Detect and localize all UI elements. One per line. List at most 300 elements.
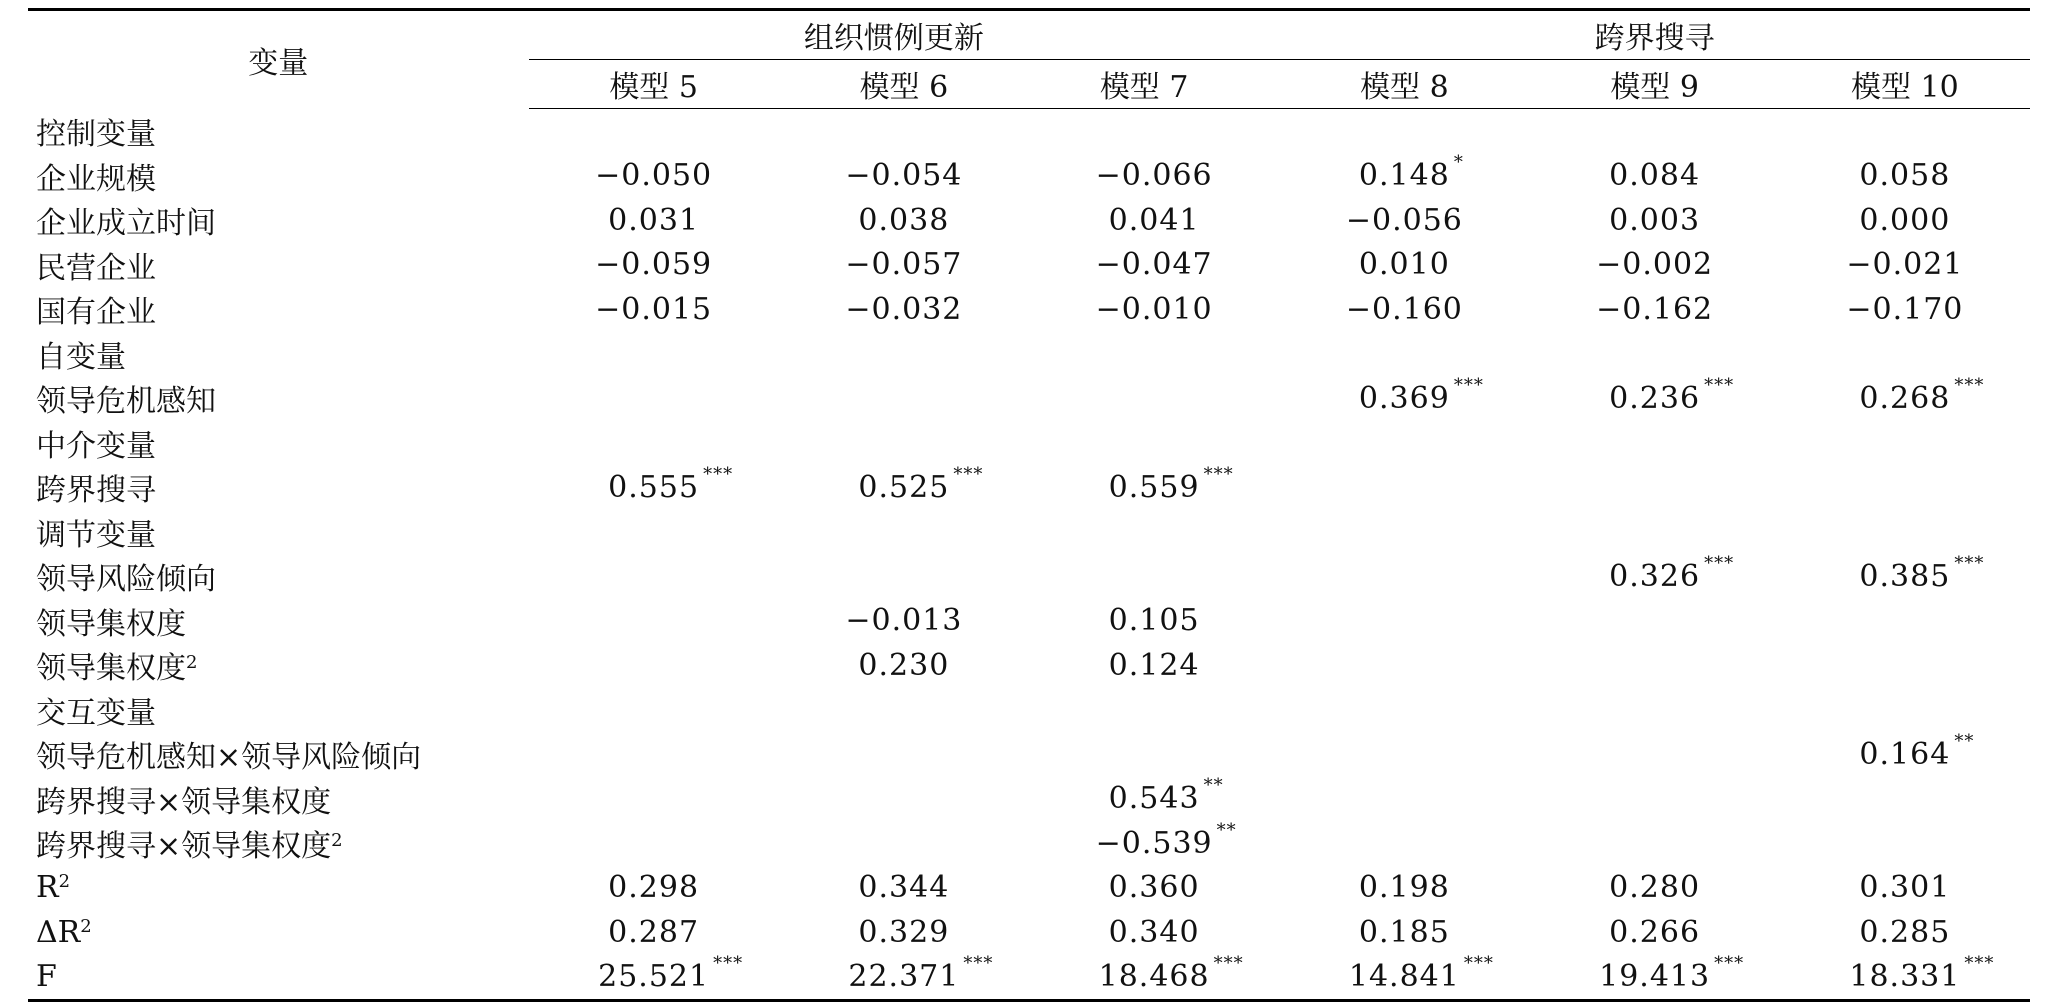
value-cell	[1279, 243, 1529, 288]
value-cell	[1780, 599, 2030, 644]
coefficient-value: 0.164	[1859, 736, 1951, 772]
value-cell	[779, 287, 1029, 332]
coefficient-value: −0.047	[1095, 247, 1213, 283]
coefficient-value: 0.031	[608, 202, 700, 238]
coefficient	[1849, 953, 1995, 995]
coefficient	[1609, 552, 1735, 594]
coefficient	[1609, 203, 1700, 238]
coefficient	[1609, 374, 1735, 416]
table-row	[28, 243, 2030, 288]
table-row	[28, 866, 2030, 911]
coefficient	[608, 915, 699, 950]
coefficient-value: 0.058	[1859, 158, 1951, 194]
significance-stars: **	[1203, 775, 1224, 797]
table-row	[28, 910, 2030, 955]
coefficient	[1109, 915, 1200, 950]
value-cell	[529, 554, 779, 599]
value-cell	[529, 287, 779, 332]
value-cell	[779, 866, 1029, 911]
coefficient-value: 0.105	[1108, 603, 1200, 639]
value-cell	[1279, 777, 1529, 822]
value-cell	[1279, 287, 1529, 332]
row-label	[28, 243, 529, 288]
coefficient-value: 0.340	[1108, 914, 1200, 950]
value-cell	[1780, 554, 2030, 599]
value-cell	[1780, 287, 2030, 332]
model-header: 模型 8	[1279, 60, 1529, 109]
coefficient	[1108, 463, 1234, 505]
coefficient	[1859, 203, 1950, 238]
coefficient	[1096, 158, 1213, 193]
value-cell	[779, 732, 1029, 777]
row-label-text: 交互变量	[36, 695, 156, 731]
group-header-row	[28, 11, 2030, 60]
row-label	[28, 287, 529, 332]
value-cell	[529, 465, 779, 510]
row-label-text: 国有企业	[36, 295, 156, 331]
coefficient-value: 18.468	[1098, 959, 1210, 995]
superscript: 2	[186, 652, 198, 674]
coefficient	[598, 953, 744, 995]
value-cell	[779, 154, 1029, 199]
coefficient	[1096, 292, 1213, 327]
value-cell	[529, 643, 779, 688]
value-cell	[1530, 599, 1780, 644]
significance-stars: ***	[963, 953, 994, 975]
value-cell	[1279, 910, 1529, 955]
significance-stars: ***	[1704, 552, 1735, 574]
significance-stars: ***	[1203, 463, 1234, 485]
value-cell	[1780, 510, 2030, 555]
row-label	[28, 376, 529, 421]
bottom-rule	[28, 999, 2030, 1001]
coefficient-value: 0.236	[1609, 380, 1701, 416]
coefficient	[1859, 158, 1950, 193]
model-header: 模型 10	[1780, 60, 2030, 109]
significance-stars: ***	[1954, 552, 1985, 574]
row-label	[28, 510, 529, 555]
coefficient	[1098, 953, 1244, 995]
row-label-text: 跨界搜寻×领导集权度	[36, 784, 332, 820]
value-cell	[1530, 376, 1780, 421]
value-cell	[779, 198, 1029, 243]
coefficient-value: 0.555	[608, 469, 700, 505]
value-cell	[529, 198, 779, 243]
row-label-text: 领导风险倾向	[36, 562, 216, 598]
value-cell	[1530, 777, 1780, 822]
table-row	[28, 109, 2030, 154]
value-cell	[529, 243, 779, 288]
coefficient-value: −0.056	[1345, 202, 1463, 238]
coefficient-value: −0.160	[1345, 291, 1463, 327]
coefficient-value: 19.413	[1599, 959, 1711, 995]
value-cell	[779, 332, 1029, 377]
value-cell	[1780, 955, 2030, 1000]
significance-stars: ***	[1714, 953, 1745, 975]
value-cell	[779, 777, 1029, 822]
coefficient	[858, 463, 984, 505]
coefficient	[608, 203, 699, 238]
value-cell	[1279, 643, 1529, 688]
value-cell	[1029, 554, 1279, 599]
coefficient	[848, 953, 994, 995]
row-label-text: R	[36, 870, 59, 906]
coefficient-value: 0.525	[858, 469, 950, 505]
value-cell	[779, 465, 1029, 510]
superscript: 2	[331, 830, 343, 852]
value-cell	[779, 643, 1029, 688]
coefficient	[858, 648, 949, 683]
value-cell	[1530, 955, 1780, 1000]
coefficient	[1109, 648, 1200, 683]
value-cell	[1530, 465, 1780, 510]
value-cell	[529, 109, 779, 154]
coefficient	[1596, 247, 1713, 282]
model-header: 模型 6	[779, 60, 1029, 109]
value-cell	[1279, 376, 1529, 421]
value-cell	[1530, 910, 1780, 955]
coefficient	[1346, 203, 1463, 238]
value-cell	[1029, 732, 1279, 777]
coefficient-value: −0.059	[595, 247, 713, 283]
coefficient	[1859, 730, 1975, 772]
value-cell	[1530, 554, 1780, 599]
row-label	[28, 910, 529, 955]
coefficient-value: 0.038	[858, 202, 950, 238]
regression-table	[28, 8, 2030, 1002]
coefficient-value: −0.050	[595, 158, 713, 194]
coefficient	[1108, 775, 1224, 817]
value-cell	[529, 910, 779, 955]
coefficient-value: 0.287	[608, 914, 700, 950]
value-cell	[1029, 955, 1279, 1000]
value-cell	[1029, 287, 1279, 332]
significance-stars: ***	[703, 463, 734, 485]
coefficient-value: −0.066	[1095, 158, 1213, 194]
row-label	[28, 777, 529, 822]
coefficient	[608, 870, 699, 905]
significance-stars: ***	[713, 953, 744, 975]
row-label	[28, 332, 529, 377]
value-cell	[1029, 688, 1279, 733]
value-cell	[1029, 154, 1279, 199]
value-cell	[779, 376, 1029, 421]
value-cell	[529, 732, 779, 777]
value-cell	[1530, 154, 1780, 199]
value-cell	[1279, 554, 1529, 599]
coefficient	[1359, 247, 1450, 282]
value-cell	[1780, 421, 2030, 466]
value-cell	[529, 777, 779, 822]
row-label-text: 领导危机感知×领导风险倾向	[36, 740, 422, 776]
value-cell	[1780, 376, 2030, 421]
value-cell	[1780, 821, 2030, 866]
coefficient-value: 22.371	[848, 959, 960, 995]
model-header: 模型 7	[1029, 60, 1279, 109]
coefficient-value: 0.084	[1609, 158, 1701, 194]
table-row	[28, 732, 2030, 777]
value-cell	[1530, 821, 1780, 866]
value-cell	[529, 376, 779, 421]
coefficient-value: 0.124	[1108, 647, 1200, 683]
table-row	[28, 955, 2030, 1000]
coefficient-value: 0.230	[858, 647, 950, 683]
value-cell	[779, 821, 1029, 866]
variable-header: 变量	[248, 45, 309, 81]
row-label-text: 企业成立时间	[36, 206, 216, 242]
row-label-text: 自变量	[36, 339, 126, 375]
coefficient	[858, 915, 949, 950]
value-cell	[529, 599, 779, 644]
value-cell	[1279, 198, 1529, 243]
coefficient-value: 0.185	[1358, 914, 1450, 950]
coefficient	[1109, 870, 1200, 905]
coefficient-value: 0.000	[1859, 202, 1951, 238]
value-cell	[529, 866, 779, 911]
coefficient-value: −0.054	[845, 158, 963, 194]
value-cell	[779, 910, 1029, 955]
value-cell	[529, 821, 779, 866]
value-cell	[1530, 198, 1780, 243]
coefficient-value: 0.369	[1358, 380, 1450, 416]
coefficient	[1348, 953, 1494, 995]
value-cell	[1029, 198, 1279, 243]
coefficient-value: 0.268	[1859, 380, 1951, 416]
significance-stars: **	[1954, 730, 1975, 752]
coefficient	[1609, 158, 1700, 193]
significance-stars: *	[1453, 152, 1464, 174]
value-cell	[1279, 510, 1529, 555]
coefficient	[1859, 552, 1985, 594]
row-label	[28, 732, 529, 777]
value-cell	[1279, 421, 1529, 466]
value-cell	[1029, 821, 1279, 866]
model-header: 模型 5	[529, 60, 779, 109]
row-label	[28, 154, 529, 199]
coefficient	[1346, 292, 1463, 327]
coefficient	[1596, 292, 1713, 327]
value-cell	[529, 688, 779, 733]
coefficient-value: 0.285	[1859, 914, 1951, 950]
row-label	[28, 866, 529, 911]
coefficient	[1599, 953, 1745, 995]
row-label-text: 跨界搜寻	[36, 473, 156, 509]
row-label	[28, 554, 529, 599]
coefficient-value: 0.543	[1108, 781, 1200, 817]
value-cell	[1029, 376, 1279, 421]
superscript: 2	[58, 871, 71, 893]
table-row	[28, 599, 2030, 644]
value-cell	[1530, 421, 1780, 466]
coefficient-value: −0.057	[845, 247, 963, 283]
coefficient-value: 0.266	[1609, 914, 1701, 950]
coefficient	[595, 247, 712, 282]
value-cell	[1279, 866, 1529, 911]
value-cell	[1279, 955, 1529, 1000]
table-row	[28, 154, 2030, 199]
row-label-text: ΔR	[36, 914, 81, 950]
coefficient	[1859, 915, 1950, 950]
value-cell	[1279, 732, 1529, 777]
row-label	[28, 955, 529, 1000]
coefficient-value: −0.032	[845, 291, 963, 327]
value-cell	[1279, 821, 1529, 866]
value-cell	[1029, 866, 1279, 911]
value-cell	[1530, 243, 1780, 288]
value-cell	[1530, 643, 1780, 688]
value-cell	[1029, 777, 1279, 822]
value-cell	[779, 554, 1029, 599]
value-cell	[1530, 109, 1780, 154]
value-cell	[1780, 688, 2030, 733]
row-label	[28, 421, 529, 466]
row-label-text: 领导集权度	[36, 606, 186, 642]
row-label	[28, 465, 529, 510]
table-row	[28, 465, 2030, 510]
value-cell	[1029, 510, 1279, 555]
value-cell	[1029, 465, 1279, 510]
value-cell	[1780, 910, 2030, 955]
value-cell	[1279, 332, 1529, 377]
value-cell	[529, 332, 779, 377]
row-label	[28, 688, 529, 733]
value-cell	[1029, 643, 1279, 688]
value-cell	[779, 421, 1029, 466]
table-row	[28, 643, 2030, 688]
row-label	[28, 198, 529, 243]
superscript: 2	[80, 915, 92, 937]
row-label-text: 调节变量	[36, 517, 156, 553]
coefficient	[845, 247, 962, 282]
row-label	[28, 821, 529, 866]
coefficient-value: −0.539	[1095, 825, 1213, 861]
significance-stars: ***	[1213, 953, 1244, 975]
coefficient-value: 0.148	[1358, 158, 1450, 194]
coefficient-value: 0.326	[1609, 558, 1701, 594]
table-row	[28, 510, 2030, 555]
coefficient-value: 0.559	[1108, 469, 1200, 505]
coefficient-value: −0.002	[1596, 247, 1714, 283]
coefficient	[1859, 870, 1950, 905]
value-cell	[1530, 688, 1780, 733]
model-header: 模型 9	[1530, 60, 1780, 109]
coefficient	[1358, 374, 1484, 416]
row-label-text: 领导危机感知	[36, 384, 216, 420]
value-cell	[779, 109, 1029, 154]
value-cell	[1279, 688, 1529, 733]
row-label	[28, 109, 529, 154]
value-cell	[1780, 465, 2030, 510]
row-label-text: 民营企业	[36, 250, 156, 286]
coefficient-value: 0.041	[1108, 202, 1200, 238]
coefficient-value: 0.003	[1609, 202, 1701, 238]
coefficient	[595, 158, 712, 193]
coefficient-value: −0.015	[595, 291, 713, 327]
coefficient	[1359, 870, 1450, 905]
value-cell	[779, 688, 1029, 733]
coefficient	[1609, 870, 1700, 905]
significance-stars: ***	[1704, 374, 1735, 396]
coefficient	[1846, 292, 1963, 327]
value-cell	[529, 421, 779, 466]
group-header-boundary-search: 跨界搜寻	[1279, 11, 2030, 60]
value-cell	[1780, 643, 2030, 688]
coefficient-value: 0.198	[1358, 870, 1450, 906]
coefficient-value: 25.521	[598, 959, 710, 995]
row-label	[28, 599, 529, 644]
coefficient-value: 0.298	[608, 870, 700, 906]
value-cell	[1780, 154, 2030, 199]
table-row	[28, 688, 2030, 733]
table-row	[28, 332, 2030, 377]
coefficient-value: 0.301	[1859, 870, 1951, 906]
value-cell	[1780, 866, 2030, 911]
table-row	[28, 554, 2030, 599]
coefficient	[845, 158, 962, 193]
row-label-text: 企业规模	[36, 161, 156, 197]
value-cell	[1029, 421, 1279, 466]
value-cell	[1029, 332, 1279, 377]
value-cell	[1780, 332, 2030, 377]
value-cell	[1780, 109, 2030, 154]
table-row	[28, 821, 2030, 866]
coefficient	[858, 203, 949, 238]
significance-stars: ***	[1453, 374, 1484, 396]
coefficient	[608, 463, 734, 505]
value-cell	[1530, 866, 1780, 911]
coefficient	[1609, 915, 1700, 950]
value-cell	[1029, 243, 1279, 288]
table-row	[28, 287, 2030, 332]
coefficient	[858, 870, 949, 905]
coefficient	[1109, 203, 1200, 238]
table-row	[28, 198, 2030, 243]
significance-stars: ***	[1964, 953, 1995, 975]
value-cell	[529, 510, 779, 555]
row-label-text: 领导集权度	[36, 651, 186, 687]
coefficient-value: −0.021	[1846, 247, 1964, 283]
significance-stars: ***	[953, 463, 984, 485]
coefficient-value: 0.344	[858, 870, 950, 906]
coefficient	[845, 603, 962, 638]
coefficient-value: 0.329	[858, 914, 950, 950]
coefficient	[1859, 374, 1985, 416]
coefficient-value: 0.280	[1609, 870, 1701, 906]
group-header-routine-update: 组织惯例更新	[529, 11, 1280, 60]
table-row	[28, 421, 2030, 466]
value-cell	[1530, 510, 1780, 555]
coefficient	[1109, 603, 1200, 638]
row-label-text: 跨界搜寻×领导集权度	[36, 829, 332, 865]
coefficient	[1096, 247, 1213, 282]
row-label	[28, 643, 529, 688]
table-row	[28, 376, 2030, 421]
coefficient	[845, 292, 962, 327]
coefficient-value: 18.331	[1849, 959, 1961, 995]
coefficient	[1095, 819, 1237, 861]
value-cell	[1530, 732, 1780, 777]
value-cell	[1029, 109, 1279, 154]
row-label-text: F	[36, 959, 57, 995]
significance-stars: ***	[1463, 953, 1494, 975]
value-cell	[779, 955, 1029, 1000]
coefficient	[1359, 915, 1450, 950]
value-cell	[1780, 243, 2030, 288]
coefficient-value: −0.162	[1596, 291, 1714, 327]
table-row	[28, 777, 2030, 822]
value-cell	[1279, 599, 1529, 644]
value-cell	[1029, 599, 1279, 644]
